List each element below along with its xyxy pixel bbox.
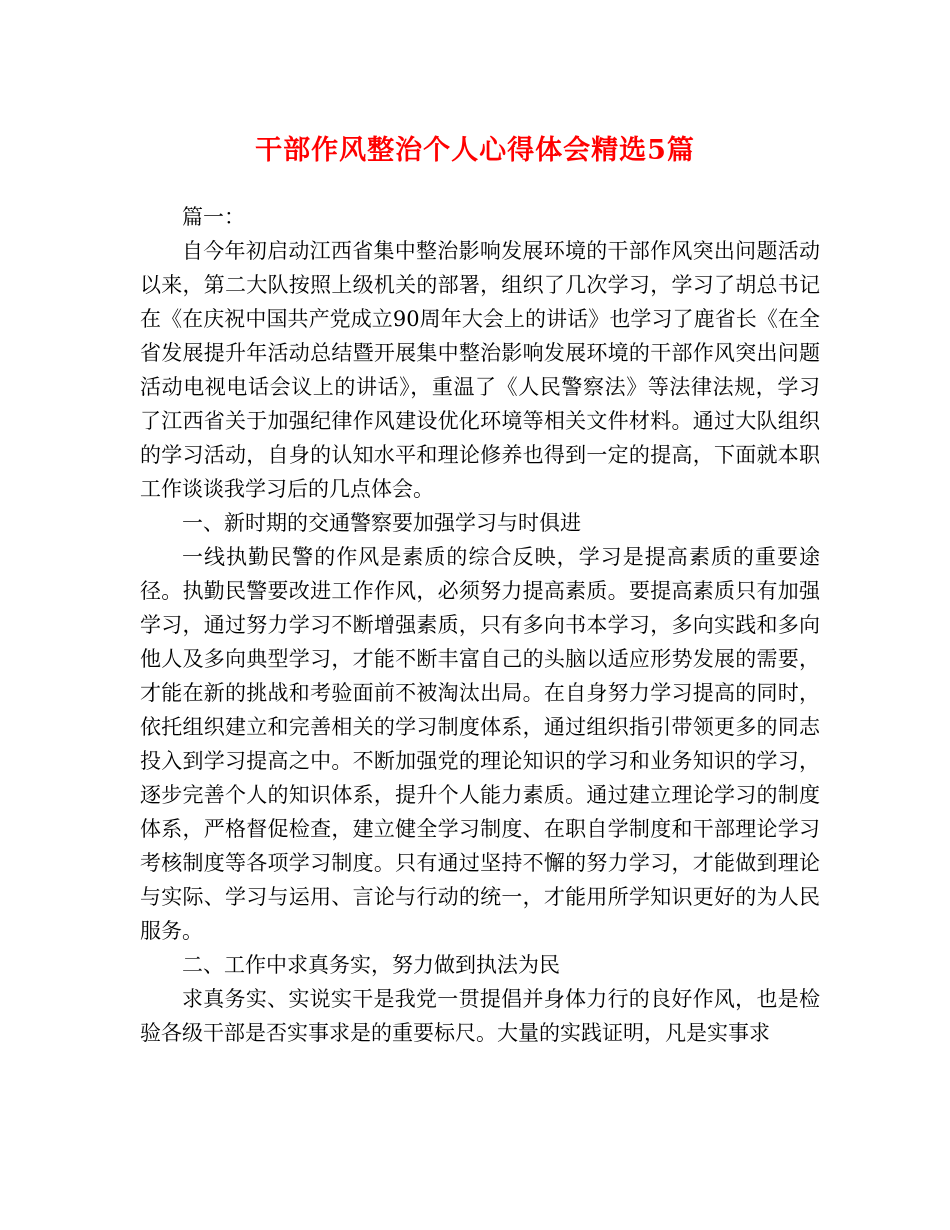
- pragmatic-paragraph: 求真务实、实说实干是我党一贯提倡并身体力行的良好作风，也是检验各级干部是否实事求是的重要标尺。大量的实践证明，凡是实事求: [140, 987, 820, 1045]
- section-heading-part-one: 篇一：: [182, 205, 245, 229]
- document-title: 干部作风整治个人心得体会精选5篇: [255, 135, 695, 166]
- section-heading-study: 一、新时期的交通警察要加强学习与时俱进: [182, 511, 581, 535]
- document-body: [140, 200, 820, 1050]
- intro-paragraph: 自今年初启动江西省集中整治影响发展环境的干部作风突出问题活动以来，第二大队按照上级机关的部署，组织了几次学习，学习了胡总书记在《在庆祝中国共产党成立90周年大会上的讲话》也学习了鹿省长《在全省发展提升年活动总结暨开展集中整治影响发展环境的干部作风突出问题活动电视电话会议上的讲话》，重温了《人民警察法》等法律法规，学习了江西省关于加强纪律作风建设优化环境等相关文件材料。通过大队组织的学习活动，自身的认知水平和理论修养也得到一定的提高，下面就本职工作谈谈我学习后的几点体会。: [140, 239, 820, 501]
- section-heading-pragmatic: 二、工作中求真务实，努力做到执法为民: [182, 953, 560, 977]
- study-paragraph: 一线执勤民警的作风是素质的综合反映，学习是提高素质的重要途径。执勤民警要改进工作作风，必须努力提高素质。要提高素质只有加强学习，通过努力学习不断增强素质，只有多向书本学习，多向实践和多向他人及多向典型学习，才能不断丰富自己的头脑以适应形势发展的需要，才能在新的挑战和考验面前不被淘汰出局。在自身努力学习提高的同时，依托组织建立和完善相关的学习制度体系，通过组织指引带领更多的同志投入到学习提高之中。不断加强党的理论知识的学习和业务知识的学习，逐步完善个人的知识体系，提升个人能力素质。通过建立理论学习的制度体系，严格督促检查，建立健全学习制度、在职自学制度和干部理论学习考核制度等各项学习制度。只有通过坚持不懈的努力学习，才能做到理论与实际、学习与运用、言论与行动的统一，才能用所学知识更好的为人民服务。: [140, 545, 820, 943]
